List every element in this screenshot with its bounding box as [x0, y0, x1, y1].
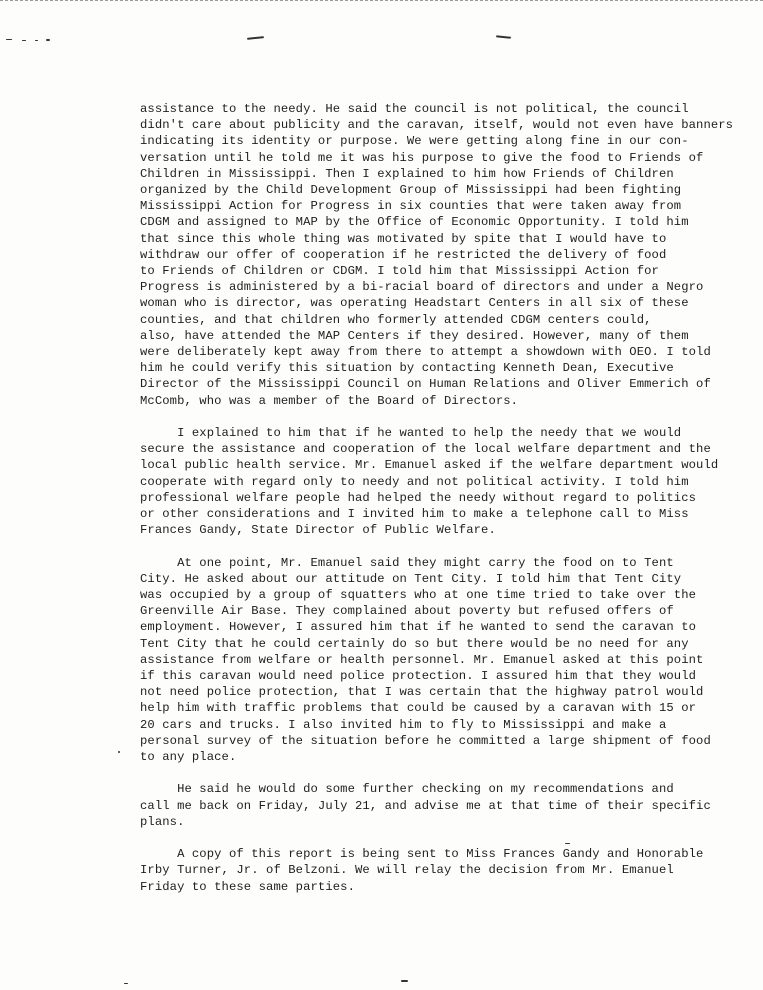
- text-line: if this caravan would need police protection. I assured him that they would: [140, 669, 697, 684]
- text-line: cooperate with regard only to needy and not political activity. I told him: [140, 474, 689, 489]
- text-line: Frances Gandy, State Director of Public Welfare.: [140, 523, 496, 538]
- text-line: didn't care about publicity and the caravan, itself, would not even have banners: [140, 118, 734, 133]
- text-line: professional welfare people had helped the needy without regard to politics: [140, 490, 697, 505]
- page-top-edge: [0, 0, 763, 1]
- text-line: or other considerations and I invited him to make a telephone call to Miss: [140, 507, 689, 522]
- text-line: to Friends of Children or CDGM. I told him that Mississippi Action for: [140, 264, 659, 279]
- paragraph: [140, 781, 720, 830]
- scan-mark: [118, 751, 120, 753]
- text-line: Children in Mississippi. Then I explained to him how Friends of Children: [140, 166, 674, 181]
- text-line: A copy of this report is being sent to Miss Frances Gandy and Honorable: [140, 847, 704, 862]
- letter-body: [140, 101, 734, 911]
- text-line: withdraw our offer of cooperation if he restricted the delivery of food: [140, 247, 667, 262]
- paragraph: [140, 101, 734, 409]
- text-line: employment. However, I assured him that if he wanted to send the caravan to: [140, 620, 697, 635]
- paragraph: [140, 555, 720, 766]
- text-line: woman who is director, was operating Headstart Centers in all six of these: [140, 296, 689, 311]
- text-line: Greenville Air Base. They complained about poverty but refused offers of: [140, 604, 674, 619]
- scan-mark: [22, 40, 26, 41]
- text-line: Friday to these same parties.: [140, 879, 355, 894]
- scan-mark: [247, 36, 264, 40]
- text-line: 20 cars and trucks. I also invited him to fly to Mississippi and make a: [140, 717, 667, 732]
- text-line: Irby Turner, Jr. of Belzoni. We will relay the decision from Mr. Emanuel: [140, 863, 674, 878]
- paragraph: [140, 846, 720, 895]
- text-line: that since this whole thing was motivated by spite that I would have to: [140, 231, 667, 246]
- text-line: Mississippi Action for Progress in six counties that were taken away from: [140, 199, 682, 214]
- paragraph: [140, 425, 720, 538]
- text-line: organized by the Child Development Group of Mississippi had been fighting: [140, 183, 682, 198]
- text-line: He said he would do some further checking on my recommendations and: [140, 782, 674, 797]
- text-line: Director of the Mississippi Council on Human Relations and Oliver Emmerich of: [140, 377, 711, 392]
- text-line: plans.: [140, 814, 185, 829]
- text-line: personal survey of the situation before he committed a large shipment of food: [140, 733, 711, 748]
- scan-mark: [496, 35, 511, 39]
- text-line: were deliberately kept away from there to attempt a showdown with OEO. I told: [140, 345, 711, 360]
- text-line: City. He asked about our attitude on Tent City. I told him that Tent City: [140, 571, 682, 586]
- text-line: Progress is administered by a bi-racial board of directors and under a Negro: [140, 280, 704, 295]
- text-line: versation until he told me it was his purpose to give the food to Friends of: [140, 150, 704, 165]
- text-line: was occupied by a group of squatters who at one time tried to take over the: [140, 588, 697, 603]
- text-line: him he could verify this situation by contacting Kenneth Dean, Executive: [140, 361, 674, 376]
- text-line: secure the assistance and cooperation of the local welfare department and the: [140, 442, 711, 457]
- text-line: to any place.: [140, 750, 237, 765]
- text-line: call me back on Friday, July 21, and advise me at that time of their specific: [140, 798, 711, 813]
- text-line: counties, and that children who formerly attended CDGM centers could,: [140, 312, 652, 327]
- scan-mark: [124, 983, 128, 984]
- text-line: CDGM and assigned to MAP by the Office of Economic Opportunity. I told him: [140, 215, 689, 230]
- text-line: indicating its identity or purpose. We were getting along fine in our con-: [140, 134, 689, 149]
- text-line: local public health service. Mr. Emanuel asked if the welfare department would: [140, 458, 719, 473]
- text-line: Tent City that he could certainly do so but there would be no need for any: [140, 636, 689, 651]
- text-line: assistance to the needy. He said the council is not political, the council: [140, 102, 689, 116]
- text-line: help him with traffic problems that could be caused by a caravan with 15 or: [140, 701, 697, 716]
- scan-mark: [6, 39, 12, 40]
- text-line: also, have attended the MAP Centers if they desired. However, many of them: [140, 328, 689, 343]
- text-line: I explained to him that if he wanted to help the needy that we would: [140, 426, 682, 441]
- text-line: not need police protection, that I was certain that the highway patrol would: [140, 685, 704, 700]
- scan-mark: [46, 39, 50, 41]
- scan-mark: [35, 40, 38, 41]
- scan-mark: [401, 980, 408, 982]
- text-line: assistance from welfare or health personnel. Mr. Emanuel asked at this point: [140, 652, 704, 667]
- text-line: At one point, Mr. Emanuel said they might carry the food on to Tent: [140, 555, 674, 570]
- text-line: McComb, who was a member of the Board of Directors.: [140, 393, 519, 408]
